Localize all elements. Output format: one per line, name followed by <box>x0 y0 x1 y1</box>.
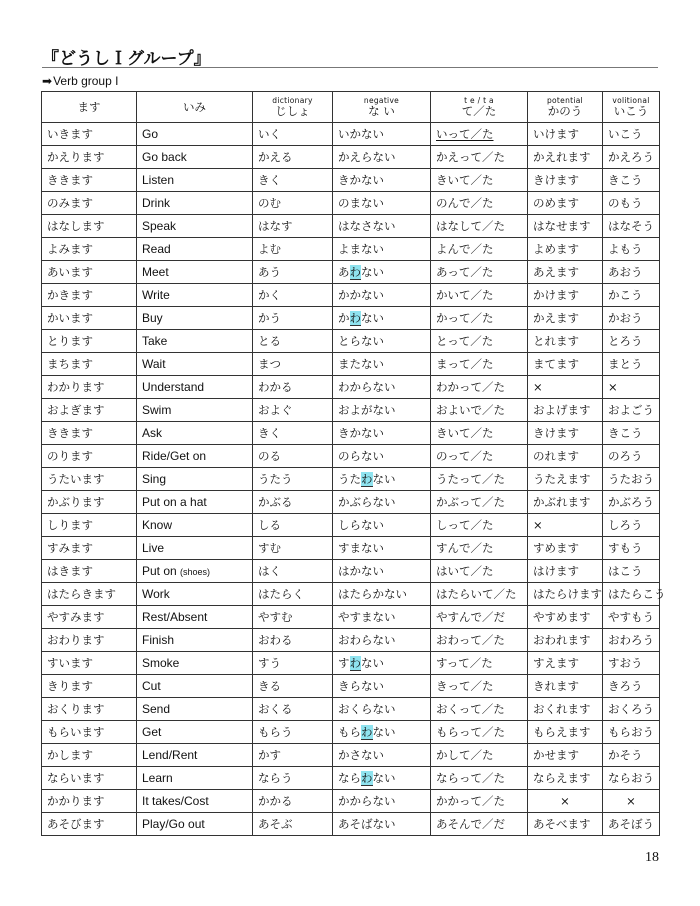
meaning-cell: Write <box>137 284 253 307</box>
masu-form-cell: ききます <box>42 169 137 192</box>
meaning-text: Put on <box>142 564 177 578</box>
header-imi: いみ <box>137 92 253 123</box>
negative-form-cell: かからない <box>333 790 431 813</box>
title-divider <box>42 67 658 68</box>
negative-stem: もら <box>338 725 361 739</box>
te-ta-form-cell: はいて／た <box>431 560 528 583</box>
masu-form-cell: かえります <box>42 146 137 169</box>
potential-form-cell: のめます <box>528 192 603 215</box>
masu-form-cell: おくります <box>42 698 137 721</box>
te-ta-form-cell: はなして／た <box>431 215 528 238</box>
potential-form-cell: かけます <box>528 284 603 307</box>
meaning-cell: Play/Go out <box>137 813 253 836</box>
table-row <box>42 721 660 744</box>
header-volitional-kana: いこう <box>613 104 649 118</box>
negative-form-cell: おくらない <box>333 698 431 721</box>
table-row <box>42 192 660 215</box>
volitional-form-cell: やすもう <box>603 606 660 629</box>
meaning-cell: It takes/Cost <box>137 790 253 813</box>
header-potential-label: potential <box>546 96 584 105</box>
dictionary-form-cell: やすむ <box>253 606 333 629</box>
volitional-form-cell: とろう <box>603 330 660 353</box>
dictionary-form-cell: かかる <box>253 790 333 813</box>
potential-form-cell: きけます <box>528 169 603 192</box>
dictionary-form-cell: とる <box>253 330 333 353</box>
masu-form-cell: かぶります <box>42 491 137 514</box>
header-dictionary-label: dictionary <box>272 96 313 105</box>
dictionary-form-cell: あう <box>253 261 333 284</box>
table-body <box>42 123 666 836</box>
masu-form-cell: ならいます <box>42 767 137 790</box>
dictionary-form-cell: あそぶ <box>253 813 333 836</box>
table-row <box>42 652 660 675</box>
dictionary-form-cell: いく <box>253 123 333 146</box>
te-ta-form-cell: わかって／た <box>431 376 528 399</box>
te-ta-form-cell: すんで／た <box>431 537 528 560</box>
table-row <box>42 606 660 629</box>
potential-form-cell: よめます <box>528 238 603 261</box>
negative-ending: ない <box>372 472 396 486</box>
meaning-cell: Finish <box>137 629 253 652</box>
meaning-cell: Listen <box>137 169 253 192</box>
masu-form-cell: しります <box>42 514 137 537</box>
potential-form-cell: はたらけます <box>528 583 603 606</box>
negative-form-cell: きかない <box>333 422 431 445</box>
te-ta-form-cell: おわって／た <box>431 629 528 652</box>
table-row <box>42 767 660 790</box>
dictionary-form-cell: かえる <box>253 146 333 169</box>
te-ta-form-cell: もらって／た <box>431 721 528 744</box>
potential-form-cell: × <box>528 790 603 813</box>
meaning-cell: Swim <box>137 399 253 422</box>
header-dictionary-kana: じしょ <box>275 104 310 118</box>
dictionary-form-cell: おわる <box>253 629 333 652</box>
te-ta-form-cell: いって／た <box>431 123 528 146</box>
masu-form-cell: はなします <box>42 215 137 238</box>
meaning-cell: Speak <box>137 215 253 238</box>
negative-form-cell: のらない <box>333 445 431 468</box>
volitional-form-cell: すおう <box>603 652 660 675</box>
masu-form-cell: とります <box>42 330 137 353</box>
dictionary-form-cell: ならう <box>253 767 333 790</box>
te-ta-form-cell: まって／た <box>431 353 528 376</box>
volitional-form-cell: かぶろう <box>603 491 660 514</box>
potential-form-cell: かえます <box>528 307 603 330</box>
masu-form-cell: わかります <box>42 376 137 399</box>
volitional-form-cell: × <box>603 790 660 813</box>
dictionary-form-cell: よむ <box>253 238 333 261</box>
negative-form-cell <box>333 261 431 284</box>
table-row <box>42 744 660 767</box>
dictionary-form-cell: かぶる <box>253 491 333 514</box>
negative-stem: あ <box>338 265 350 279</box>
volitional-form-cell: ならおう <box>603 767 660 790</box>
meaning-cell: Ride/Get on <box>137 445 253 468</box>
masu-form-cell: およぎます <box>42 399 137 422</box>
volitional-form-cell: きこう <box>603 169 660 192</box>
potential-form-cell: すえます <box>528 652 603 675</box>
volitional-form-cell: かえろう <box>603 146 660 169</box>
table-row <box>42 698 660 721</box>
dictionary-form-cell: まつ <box>253 353 333 376</box>
dictionary-form-cell: もらう <box>253 721 333 744</box>
negative-form-cell <box>333 468 431 491</box>
table-header-row <box>42 92 660 123</box>
table-row <box>42 537 660 560</box>
negative-highlight-wa: わ <box>349 311 361 325</box>
masu-form-cell: まちます <box>42 353 137 376</box>
volitional-form-cell: およごう <box>603 399 660 422</box>
table-row <box>42 284 660 307</box>
dictionary-form-cell: かく <box>253 284 333 307</box>
te-ta-form-cell: かして／た <box>431 744 528 767</box>
negative-form-cell: しらない <box>333 514 431 537</box>
masu-form-cell: ききます <box>42 422 137 445</box>
subtitle-text: Verb group I <box>53 74 119 88</box>
meaning-cell: Understand <box>137 376 253 399</box>
table-row <box>42 468 660 491</box>
te-ta-form-cell: とって／た <box>431 330 528 353</box>
volitional-form-cell: おわろう <box>603 629 660 652</box>
te-ta-form-cell: かいて／た <box>431 284 528 307</box>
volitional-form-cell: きろう <box>603 675 660 698</box>
potential-form-cell: とれます <box>528 330 603 353</box>
potential-form-cell: やすめます <box>528 606 603 629</box>
te-ta-form-cell: はたらいて／た <box>431 583 528 606</box>
te-ta-form-cell: きいて／た <box>431 169 528 192</box>
table-row <box>42 583 660 606</box>
potential-form-cell: かせます <box>528 744 603 767</box>
negative-ending: ない <box>361 311 384 325</box>
dictionary-form-cell: かう <box>253 307 333 330</box>
meaning-cell: Get <box>137 721 253 744</box>
dictionary-form-cell: きる <box>253 675 333 698</box>
negative-form-cell: あそばない <box>333 813 431 836</box>
meaning-cell: Buy <box>137 307 253 330</box>
dictionary-form-cell: しる <box>253 514 333 537</box>
volitional-form-cell: まとう <box>603 353 660 376</box>
negative-highlight-wa: わ <box>361 771 373 785</box>
header-masu: ます <box>42 92 137 123</box>
right-arrow-icon: ➡ <box>42 74 53 88</box>
table-row <box>42 445 660 468</box>
negative-form-cell: またない <box>333 353 431 376</box>
meaning-cell: Take <box>137 330 253 353</box>
negative-form-cell: とらない <box>333 330 431 353</box>
te-ta-form-cell: のって／た <box>431 445 528 468</box>
volitional-form-cell: のもう <box>603 192 660 215</box>
meaning-cell: Smoke <box>137 652 253 675</box>
potential-form-cell: おわれます <box>528 629 603 652</box>
volitional-form-cell: のろう <box>603 445 660 468</box>
table-row <box>42 560 660 583</box>
volitional-form-cell: あおう <box>603 261 660 284</box>
te-ta-form-cell: あって／た <box>431 261 528 284</box>
negative-ending: ない <box>372 725 396 739</box>
masu-form-cell: かします <box>42 744 137 767</box>
te-ta-form-cell: きって／た <box>431 675 528 698</box>
potential-form-cell: あえます <box>528 261 603 284</box>
masu-form-cell: いきます <box>42 123 137 146</box>
volitional-form-cell: いこう <box>603 123 660 146</box>
negative-form-cell: きかない <box>333 169 431 192</box>
table-row <box>42 261 660 284</box>
header-dictionary <box>253 92 333 123</box>
table-row <box>42 376 660 399</box>
potential-form-cell: きけます <box>528 422 603 445</box>
meaning-note: (shoes) <box>180 567 211 577</box>
negative-form-cell: かぶらない <box>333 491 431 514</box>
masu-form-cell: おわります <box>42 629 137 652</box>
potential-form-cell: およげます <box>528 399 603 422</box>
table-row <box>42 353 660 376</box>
potential-form-cell: × <box>528 376 603 399</box>
header-teta-label: t e / t a <box>464 96 494 105</box>
potential-form-cell: はなせます <box>528 215 603 238</box>
masu-form-cell: はきます <box>42 560 137 583</box>
meaning-cell: Cut <box>137 675 253 698</box>
dictionary-form-cell: はなす <box>253 215 333 238</box>
volitional-form-cell: かおう <box>603 307 660 330</box>
table-row <box>42 491 660 514</box>
negative-form-cell: かえらない <box>333 146 431 169</box>
table-row <box>42 307 660 330</box>
potential-form-cell: おくれます <box>528 698 603 721</box>
header-teta <box>431 92 528 123</box>
masu-form-cell: はたらきます <box>42 583 137 606</box>
masu-form-cell: かかります <box>42 790 137 813</box>
masu-form-cell: もらいます <box>42 721 137 744</box>
dictionary-form-cell: きく <box>253 169 333 192</box>
masu-form-cell: あそびます <box>42 813 137 836</box>
dictionary-form-cell: きく <box>253 422 333 445</box>
dictionary-form-cell: のる <box>253 445 333 468</box>
masu-form-cell: やすみます <box>42 606 137 629</box>
negative-form-cell: やすまない <box>333 606 431 629</box>
te-ta-form-cell: よんで／た <box>431 238 528 261</box>
negative-form-cell: おわらない <box>333 629 431 652</box>
negative-form-cell: いかない <box>333 123 431 146</box>
te-ta-form-cell: きいて／た <box>431 422 528 445</box>
table-row <box>42 330 660 353</box>
dictionary-form-cell: わかる <box>253 376 333 399</box>
volitional-form-cell: × <box>603 376 660 399</box>
negative-ending: ない <box>361 265 384 279</box>
masu-form-cell: かきます <box>42 284 137 307</box>
potential-form-cell: ならえます <box>528 767 603 790</box>
volitional-form-cell: すもう <box>603 537 660 560</box>
volitional-form-cell: おくろう <box>603 698 660 721</box>
meaning-cell: Send <box>137 698 253 721</box>
potential-form-cell: うたえます <box>528 468 603 491</box>
meaning-cell: Go <box>137 123 253 146</box>
volitional-form-cell: あそぼう <box>603 813 660 836</box>
meaning-cell: Learn <box>137 767 253 790</box>
dictionary-form-cell: はたらく <box>253 583 333 606</box>
dictionary-form-cell: すう <box>253 652 333 675</box>
table-row <box>42 123 660 146</box>
meaning-cell: Lend/Rent <box>137 744 253 767</box>
volitional-form-cell: かそう <box>603 744 660 767</box>
volitional-form-cell: もらおう <box>603 721 660 744</box>
negative-form-cell: はかない <box>333 560 431 583</box>
meaning-cell: Go back <box>137 146 253 169</box>
meaning-cell: Drink <box>137 192 253 215</box>
page-title: 『どうしＩグループ』 <box>42 49 211 69</box>
potential-form-cell: いけます <box>528 123 603 146</box>
meaning-cell: Put on a hat <box>137 491 253 514</box>
volitional-form-cell: はなそう <box>603 215 660 238</box>
potential-form-cell: のれます <box>528 445 603 468</box>
negative-form-cell: すまない <box>333 537 431 560</box>
potential-form-cell: かえれます <box>528 146 603 169</box>
masu-form-cell: うたいます <box>42 468 137 491</box>
header-negative-label: negative <box>363 96 400 105</box>
te-ta-form-cell: かって／た <box>431 307 528 330</box>
volitional-form-cell: はこう <box>603 560 660 583</box>
negative-stem: なら <box>338 771 361 785</box>
table-row <box>42 146 660 169</box>
te-ta-form-cell: おくって／た <box>431 698 528 721</box>
negative-ending: ない <box>361 656 384 670</box>
meaning-cell: Live <box>137 537 253 560</box>
header-potential-kana: かのう <box>547 104 583 118</box>
te-ta-form-cell: うたって／た <box>431 468 528 491</box>
meaning-cell: Rest/Absent <box>137 606 253 629</box>
negative-form-cell: わからない <box>333 376 431 399</box>
volitional-form-cell: しろう <box>603 514 660 537</box>
table-row <box>42 675 660 698</box>
negative-form-cell <box>333 652 431 675</box>
volitional-form-cell: はたらこう <box>603 583 660 606</box>
dictionary-form-cell: おくる <box>253 698 333 721</box>
volitional-form-cell: かこう <box>603 284 660 307</box>
negative-form-cell: かかない <box>333 284 431 307</box>
potential-form-cell: すめます <box>528 537 603 560</box>
header-potential <box>528 92 603 123</box>
table-row <box>42 399 660 422</box>
negative-highlight-wa: わ <box>361 725 373 739</box>
negative-highlight-wa: わ <box>349 265 361 279</box>
section-subtitle <box>42 74 118 88</box>
verb-conjugation-table <box>41 91 666 836</box>
meaning-cell: Ask <box>137 422 253 445</box>
potential-form-cell: きれます <box>528 675 603 698</box>
table-row <box>42 422 660 445</box>
volitional-form-cell: よもう <box>603 238 660 261</box>
dictionary-form-cell: はく <box>253 560 333 583</box>
masu-form-cell: よみます <box>42 238 137 261</box>
dictionary-form-cell: すむ <box>253 537 333 560</box>
te-ta-form-cell: やすんで／だ <box>431 606 528 629</box>
masu-form-cell: すみます <box>42 537 137 560</box>
dictionary-form-cell: うたう <box>253 468 333 491</box>
table-row <box>42 238 660 261</box>
meaning-cell: Read <box>137 238 253 261</box>
masu-form-cell: かいます <box>42 307 137 330</box>
te-ta-form-cell: あそんで／だ <box>431 813 528 836</box>
te-ta-form-cell: かぶって／た <box>431 491 528 514</box>
dictionary-form-cell: およぐ <box>253 399 333 422</box>
negative-form-cell <box>333 721 431 744</box>
te-ta-form-cell: のんで／た <box>431 192 528 215</box>
negative-form-cell: はなさない <box>333 215 431 238</box>
potential-form-cell: かぶれます <box>528 491 603 514</box>
negative-form-cell: のまない <box>333 192 431 215</box>
meaning-cell: Know <box>137 514 253 537</box>
negative-highlight-wa: わ <box>361 472 373 486</box>
masu-form-cell: のみます <box>42 192 137 215</box>
meaning-cell: Wait <box>137 353 253 376</box>
header-negative <box>333 92 431 123</box>
te-ta-form-cell: かえって／た <box>431 146 528 169</box>
negative-form-cell: きらない <box>333 675 431 698</box>
volitional-form-cell: きこう <box>603 422 660 445</box>
meaning-cell: Work <box>137 583 253 606</box>
te-ta-form-cell: およいで／た <box>431 399 528 422</box>
potential-form-cell: まてます <box>528 353 603 376</box>
negative-form-cell: およがない <box>333 399 431 422</box>
te-ta-form-cell: しって／た <box>431 514 528 537</box>
negative-highlight-wa: わ <box>349 656 361 670</box>
meaning-cell: Sing <box>137 468 253 491</box>
negative-form-cell: よまない <box>333 238 431 261</box>
te-ta-form-cell: ならって／た <box>431 767 528 790</box>
dictionary-form-cell: のむ <box>253 192 333 215</box>
potential-form-cell: × <box>528 514 603 537</box>
meaning-cell <box>137 560 253 583</box>
negative-form-cell <box>333 307 431 330</box>
table-row <box>42 169 660 192</box>
masu-form-cell: すいます <box>42 652 137 675</box>
negative-stem: か <box>338 311 350 325</box>
header-volitional <box>603 92 660 123</box>
masu-form-cell: のります <box>42 445 137 468</box>
potential-form-cell: はけます <box>528 560 603 583</box>
potential-form-cell: あそべます <box>528 813 603 836</box>
negative-stem: うた <box>338 472 361 486</box>
header-negative-kana: な い <box>368 104 395 118</box>
page-number: 18 <box>645 850 659 865</box>
te-ta-form-cell: かかって／た <box>431 790 528 813</box>
table-row <box>42 790 660 813</box>
masu-form-cell: きります <box>42 675 137 698</box>
table-row <box>42 629 660 652</box>
negative-stem: す <box>338 656 350 670</box>
table-row <box>42 514 660 537</box>
negative-form-cell: はたらかない <box>333 583 431 606</box>
potential-form-cell: もらえます <box>528 721 603 744</box>
header-volitional-label: volitional <box>612 96 650 105</box>
table-row <box>42 215 660 238</box>
table-row <box>42 813 660 836</box>
meaning-cell: Meet <box>137 261 253 284</box>
negative-form-cell <box>333 767 431 790</box>
te-ta-form-cell: すって／た <box>431 652 528 675</box>
header-teta-kana: て／た <box>461 104 497 118</box>
volitional-form-cell: うたおう <box>603 468 660 491</box>
masu-form-cell: あいます <box>42 261 137 284</box>
dictionary-form-cell: かす <box>253 744 333 767</box>
negative-form-cell: かさない <box>333 744 431 767</box>
negative-ending: ない <box>372 771 396 785</box>
